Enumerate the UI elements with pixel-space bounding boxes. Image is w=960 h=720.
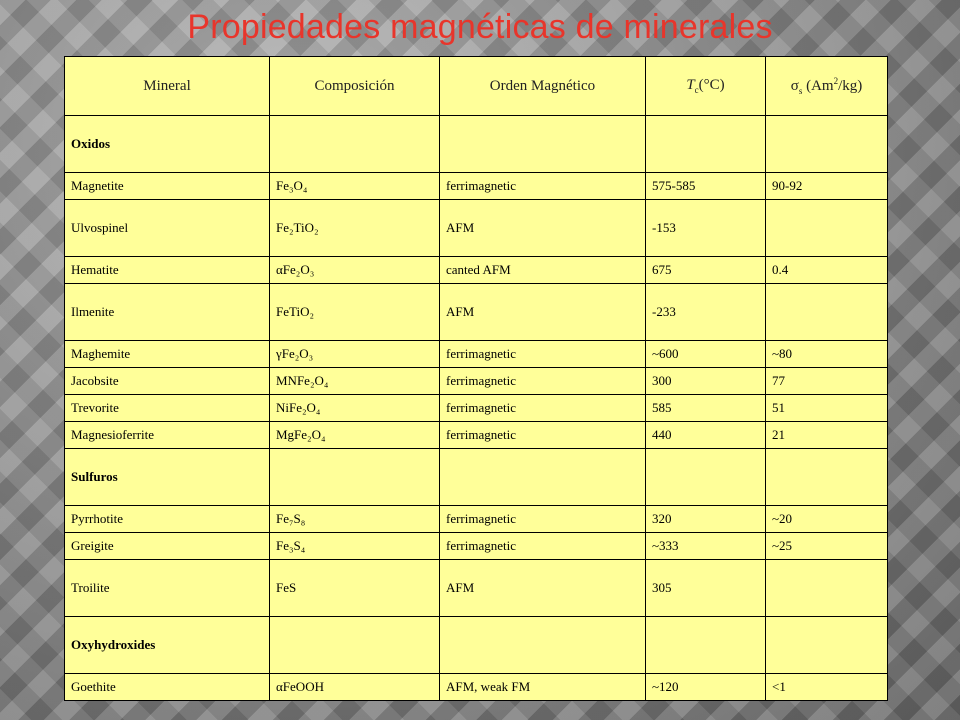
- cell-orden: ferrimagnetic: [440, 506, 646, 533]
- cell-tc: 675: [646, 257, 766, 284]
- cell-tc: -233: [646, 284, 766, 341]
- table-row: [65, 368, 888, 395]
- table-row: [65, 560, 888, 617]
- cell-sigma: 77: [766, 368, 888, 395]
- cell-sigma: ~80: [766, 341, 888, 368]
- cell-orden: ferrimagnetic: [440, 533, 646, 560]
- page-title: Propiedades magnéticas de minerales: [187, 8, 773, 46]
- cell-mineral: Ilmenite: [65, 284, 270, 341]
- cell-mineral: Maghemite: [65, 341, 270, 368]
- cell-orden: AFM, weak FM: [440, 674, 646, 701]
- cell-mineral: Pyrrhotite: [65, 506, 270, 533]
- cell-mineral: Goethite: [65, 674, 270, 701]
- table-row: [65, 284, 888, 341]
- table-row: [65, 395, 888, 422]
- cell-sigma: [766, 200, 888, 257]
- table-row: [65, 173, 888, 200]
- table-row: [65, 200, 888, 257]
- cell-orden: ferrimagnetic: [440, 368, 646, 395]
- cell-tc: 575-585: [646, 173, 766, 200]
- cell-tc: ~333: [646, 533, 766, 560]
- cell-tc: 585: [646, 395, 766, 422]
- cell-composicion: FeS: [270, 560, 440, 617]
- cell-composicion: MNFe₂O₄: [270, 368, 440, 395]
- cell-orden: AFM: [440, 200, 646, 257]
- cell-sigma: ~25: [766, 533, 888, 560]
- cell-tc: ~120: [646, 674, 766, 701]
- group-label-sulfuros: Sulfuros: [65, 449, 270, 506]
- cell-orden: ferrimagnetic: [440, 395, 646, 422]
- header-sigma-s: $\sigma_s$ (Am$^2$/kg): [766, 57, 888, 116]
- cell-orden: ferrimagnetic: [440, 422, 646, 449]
- table-row: [65, 422, 888, 449]
- cell-tc: 305: [646, 560, 766, 617]
- cell-composicion: αFe₂O₃: [270, 257, 440, 284]
- cell-composicion: γFe₂O₃: [270, 341, 440, 368]
- cell-sigma: <1: [766, 674, 888, 701]
- group-label-oxidos: Oxidos: [65, 116, 270, 173]
- cell-tc: 300: [646, 368, 766, 395]
- group-label-oxyhydroxides: Oxyhydroxides: [65, 617, 270, 674]
- cell-mineral: Jacobsite: [65, 368, 270, 395]
- table-row: [65, 341, 888, 368]
- cell-mineral: Hematite: [65, 257, 270, 284]
- group-row-oxidos: [65, 116, 888, 173]
- table-row: [65, 533, 888, 560]
- cell-composicion: MgFe₂O₄: [270, 422, 440, 449]
- cell-orden: ferrimagnetic: [440, 341, 646, 368]
- minerals-table: [64, 56, 888, 701]
- cell-composicion: NiFe₂O₄: [270, 395, 440, 422]
- group-row-oxyhydroxides: [65, 617, 888, 674]
- cell-mineral: Greigite: [65, 533, 270, 560]
- cell-mineral: Troilite: [65, 560, 270, 617]
- cell-composicion: FeTiO₂: [270, 284, 440, 341]
- cell-mineral: Ulvospinel: [65, 200, 270, 257]
- cell-composicion: αFeOOH: [270, 674, 440, 701]
- header-composicion: Composición: [270, 57, 440, 116]
- cell-composicion: Fe₇S₈: [270, 506, 440, 533]
- cell-orden: AFM: [440, 284, 646, 341]
- cell-orden: ferrimagnetic: [440, 173, 646, 200]
- cell-sigma: 90-92: [766, 173, 888, 200]
- cell-orden: AFM: [440, 560, 646, 617]
- cell-composicion: Fe₃O₄: [270, 173, 440, 200]
- cell-sigma: 51: [766, 395, 888, 422]
- cell-composicion: Fe₃S₄: [270, 533, 440, 560]
- cell-mineral: Magnesioferrite: [65, 422, 270, 449]
- group-row-sulfuros: [65, 449, 888, 506]
- cell-sigma: [766, 284, 888, 341]
- table-row: [65, 257, 888, 284]
- cell-sigma: [766, 560, 888, 617]
- cell-tc: -153: [646, 200, 766, 257]
- cell-composicion: Fe₂TiO₂: [270, 200, 440, 257]
- cell-sigma: 21: [766, 422, 888, 449]
- table-row: [65, 506, 888, 533]
- cell-orden: canted AFM: [440, 257, 646, 284]
- cell-sigma: 0.4: [766, 257, 888, 284]
- cell-mineral: Magnetite: [65, 173, 270, 200]
- cell-tc: ~600: [646, 341, 766, 368]
- table-header-row: [65, 57, 888, 116]
- cell-mineral: Trevorite: [65, 395, 270, 422]
- cell-tc: 320: [646, 506, 766, 533]
- cell-sigma: ~20: [766, 506, 888, 533]
- cell-tc: 440: [646, 422, 766, 449]
- header-orden-magnetico: Orden Magnético: [440, 57, 646, 116]
- header-mineral: Mineral: [65, 57, 270, 116]
- header-tc: $T_c(^\circ C)$: [646, 57, 766, 116]
- table-row: [65, 674, 888, 701]
